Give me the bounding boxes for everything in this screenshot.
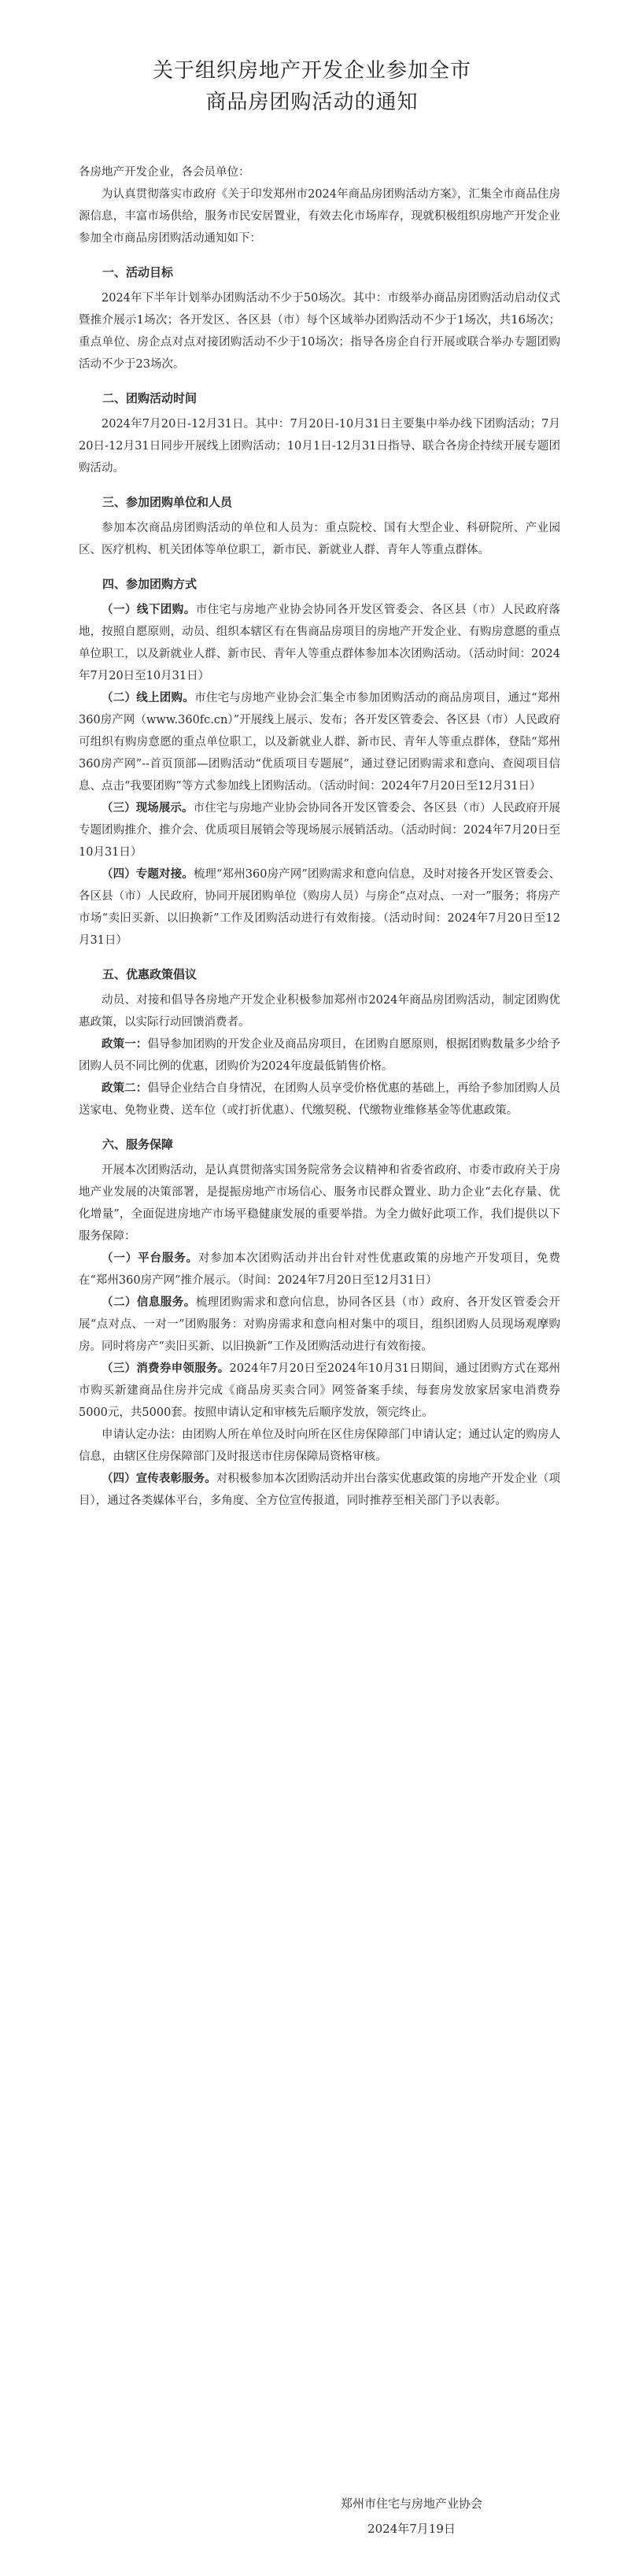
item-text: 2024年7月20日至2024年10月31日期间，通过团购方式在郑州市购买新建商品住房并完成《商品房买卖合同》网签备案手续，每套房发放家居家电消费券5000元，共5000套。按照申请认定和审核先后顺序发放，领完终止。 <box>79 1362 560 1419</box>
item-text: 市住宅与房地产业协会汇集全市参加团购活动的商品房项目，通过“郑州360房产网（www.360fc.cn）”开展线上展示、发布；各开发区管委会、各区县（市）人民政府可组织有购房意愿的重点单位职工，以及新就业人群、新市民、青年人等重点群体，登陆“郑州360房产网”--首页顶部—团购活动“优质项目专题展”，通过登记团购需求和意向、查阅项目信息、点击“我要团购”等方式参加线上团购活动。（活动时间：2024年7月20日至12月31日） <box>79 692 560 793</box>
policy-text: 倡导参加团购的开发企业及商品房项目，在团购自愿原则，根据团购数量多少给予团购人员不同比例的优惠，团购价为2024年度最低销售价格。 <box>79 1038 561 1073</box>
title-line-2: 商品房团购活动的通知 <box>205 91 419 114</box>
item-text: 市住宅与房地产业协会协同各开发区管委会、各区县（市）人民政府开展专题团购推介、推介会、优质项目展销会等现场展示展销活动。（活动时间：2024年7月20日至10月31日） <box>79 802 561 859</box>
policy-label: 政策一： <box>102 1037 148 1051</box>
section-6-item-1 <box>79 1247 560 1292</box>
section-6-item-3 <box>79 1358 560 1424</box>
section-6-item-4 <box>79 1468 560 1512</box>
section-heading-2: 二、团购活动时间 <box>102 391 198 405</box>
item-label: （一）平台服务。 <box>102 1251 198 1265</box>
section-4-item-2 <box>79 687 560 797</box>
section-5-paragraph: 动员、对接和倡导各房地产开发企业积极参加郑州市2024年商品房团购活动，制定团购优惠政策，以实际行动回馈消费者。 <box>79 994 560 1029</box>
section-heading-4: 四、参加团购方式 <box>102 577 198 591</box>
section-6-paragraph: 开展本次团购活动，是认真贯彻落实国务院常务会议精神和省委省政府、市委市政府关于房地产业发展的决策部署，是提振房地产市场信心、服务市民群众置业、助力企业“去化存量、优化增量”，全面促进房地产市场平稳健康发展的重要举措。为全力做好此项工作，我们提供以下服务保障： <box>79 1164 560 1243</box>
document-title <box>0 55 624 118</box>
item-label: （二）线上团购。 <box>102 691 195 704</box>
item-label: （四）宣传表彰服务。 <box>102 1472 216 1485</box>
policy-2 <box>79 1077 560 1122</box>
section-6-apply-method: 申请认定办法：由团购人所在单位及时向所在区住房保障部门申请认定；通过认定的购房人信息，由辖区住房保障部门及时报送市住房保障局资格审核。 <box>79 1428 560 1463</box>
section-4-item-1 <box>79 599 560 687</box>
item-text: 梳理“郑州360房产网”团购需求和意向信息，及时对接各开发区管委会、各区县（市）人民政府，协同开展团购单位（购房人员）与房企“点对点、一对一”服务；将房产市场“卖旧买新、以旧换新”工作及团购活动进行有效衔接。（活动时间：2024年7月20日至12月31日） <box>79 868 561 947</box>
item-text: 市住宅与房地产业协会协同各开发区管委会、各区县（市）人民政府落地，按照自愿原则，动员、组织本辖区有在售商品房项目的房地产开发企业、有购房意愿的重点单位职工，以及新就业人群、新市民、青年人等重点群体参加本次团购活动。（活动时间：2024年7月20日至10月31日） <box>79 604 561 682</box>
item-text: 对积极参加本次团购活动并出台落实优惠政策的房地产开发企业（项目），通过各类媒体平台，多角度、全方位宣传报道，同时推荐至相关部门予以表彰。 <box>79 1473 561 1507</box>
policy-label: 政策二： <box>102 1081 148 1095</box>
item-label: （一）线下团购。 <box>102 603 196 616</box>
policy-text: 倡导企业结合自身情况，在团购人员享受价格优惠的基础上，再给予参加团购人员送家电、免物业费、送车位（或打折优惠）、代缴契税、代缴物业维修基金等优惠政策。 <box>79 1082 561 1117</box>
section-heading-5: 五、优惠政策倡议 <box>102 967 198 981</box>
section-4-item-4 <box>79 863 560 952</box>
section-6-item-2 <box>79 1292 560 1358</box>
section-3-paragraph: 参加本次商品房团购活动的单位和人员为：重点院校、国有大型企业、科研院所、产业园区、医疗机构、机关团体等单位职工，新市民、新就业人群、青年人等重点群体。 <box>79 522 560 556</box>
section-1-paragraph: 2024年下半年计划举办团购活动不少于50场次。其中：市级举办商品房团购活动启动仪式暨推介展示1场次；各开发区、各区县（市）每个区域举办团购活动不少于1场次，共16场次；重点单位、房企点对点对接团购活动不少于10场次；指导各房企自行开展或联合举办专题团购活动不少于23场次。 <box>79 292 560 371</box>
section-4-item-3 <box>79 797 560 863</box>
signature-date: 2024年7月19日 <box>367 2522 456 2536</box>
policy-1 <box>79 1033 560 1077</box>
signature-block <box>294 2491 530 2541</box>
section-heading-6: 六、服务保障 <box>102 1137 174 1151</box>
section-heading-1: 一、活动目标 <box>102 265 174 279</box>
section-heading-3: 三、参加团购单位和人员 <box>102 495 233 509</box>
intro-paragraph: 为认真贯彻落实市政府《关于印发郑州市2024年商品房团购活动方案》，汇集全市商品住房源信息，丰富市场供给，服务市民安居置业，有效去化市场库存，现就积极组织房地产开发企业参加全市商品房团购活动通知如下： <box>79 188 560 245</box>
item-text: 对参加本次团购活动并出台针对性优惠政策的房地产开发项目，免费在“郑州360房产网”推介展示。（时间：2024年7月20日至12月31日） <box>79 1252 561 1287</box>
item-label: （三）消费券申领服务。 <box>102 1362 230 1375</box>
signature-org: 郑州市住宅与房地产业协会 <box>340 2497 482 2511</box>
item-label: （二）信息服务。 <box>102 1295 196 1309</box>
item-label: （四）专题对接。 <box>102 867 194 881</box>
item-label: （三）现场展示。 <box>102 801 194 815</box>
title-line-1: 关于组织房地产开发企业参加全市 <box>152 59 471 83</box>
document-body <box>79 161 560 1512</box>
item-text: 梳理团购需求和意向信息，协同各区县（市）政府、各开发区管委会开展“点对点、一对一”团购服务：对购房需求和意向相对集中的项目，组织团购人员现场观摩购房。同时将房产“卖旧买新、以旧换新”工作及团购活动进行有效衔接。 <box>79 1296 561 1353</box>
section-2-paragraph: 2024年7月20日-12月31日。其中：7月20日-10月31日主要集中举办线下团购活动；7月20日-12月31日同步开展线上团购活动；10月1日-12月31日指导、联合各房企持续开展专题团购活动。 <box>79 418 560 475</box>
salutation: 各房地产开发企业，各会员单位： <box>79 166 250 179</box>
